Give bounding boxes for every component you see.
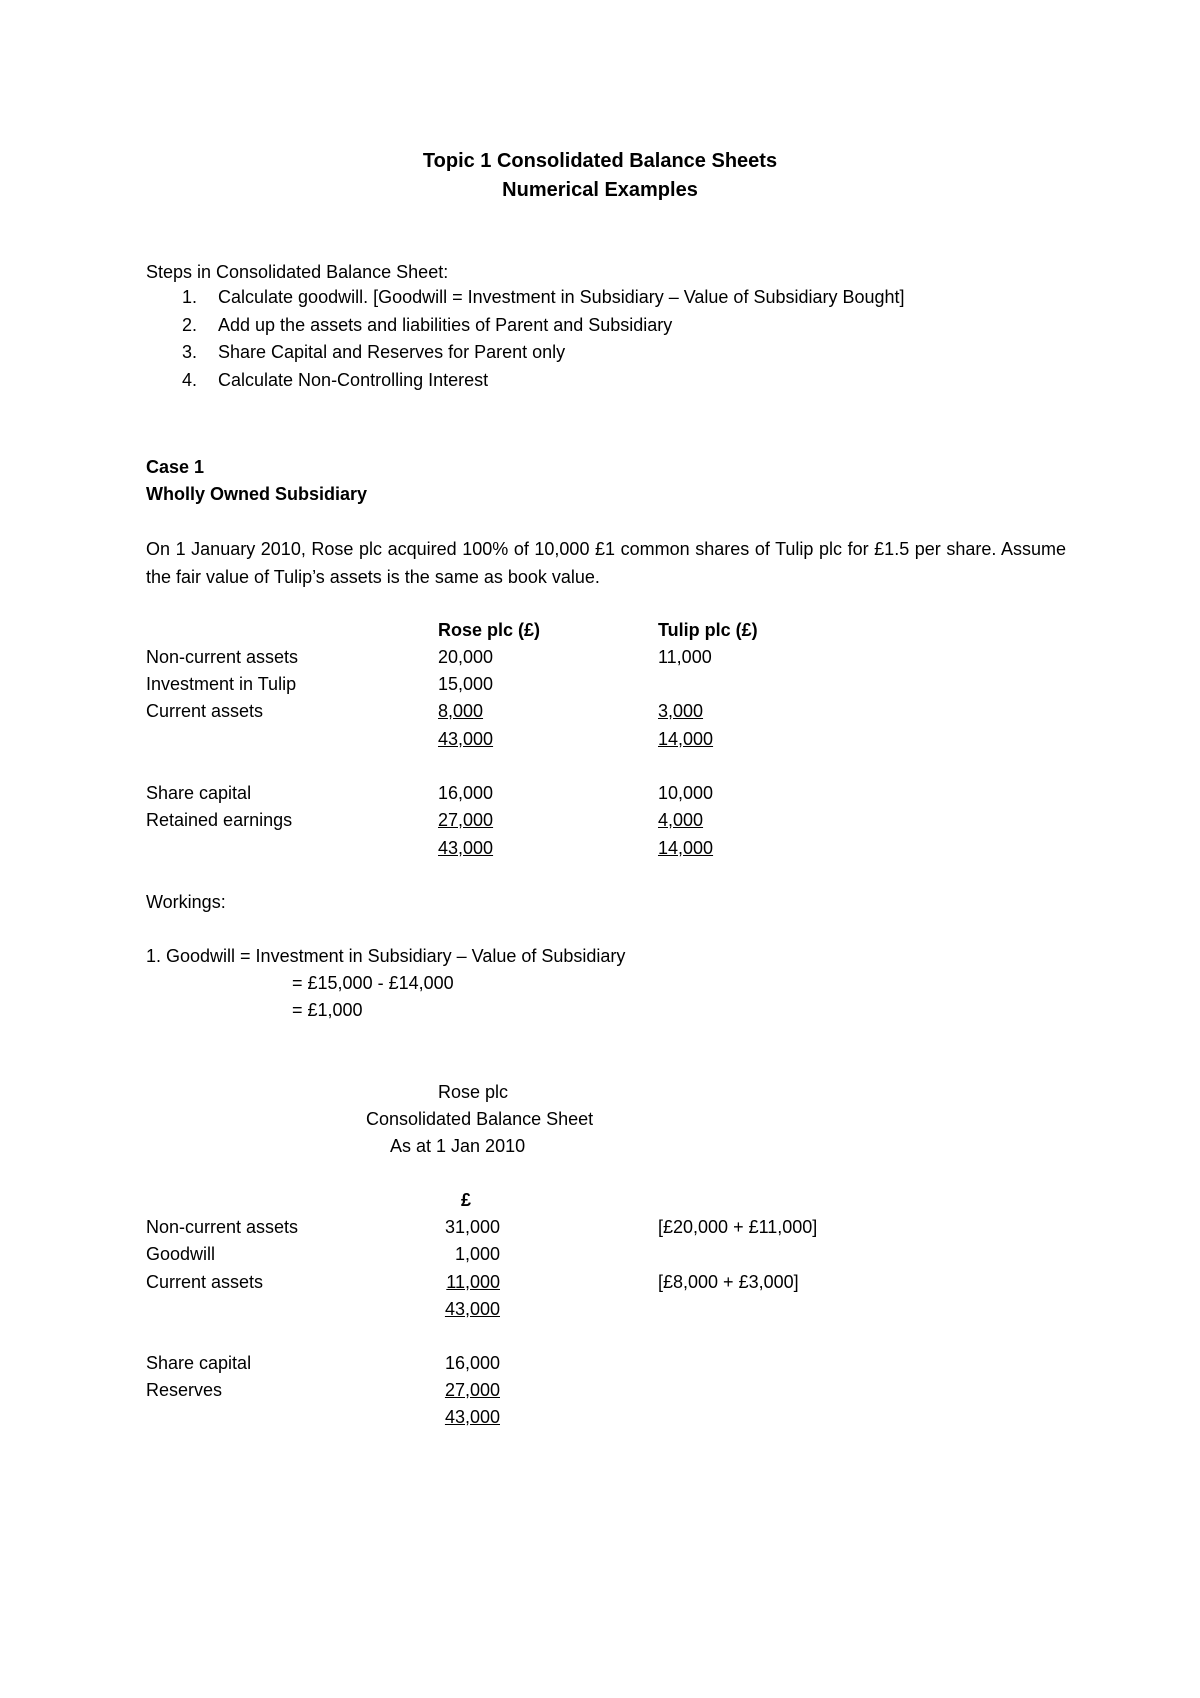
rose-value: 15,000 [438, 674, 494, 694]
row-label: Share capital [146, 1353, 252, 1373]
steps-list [182, 284, 905, 394]
step-number: 4. [182, 369, 198, 390]
consolidated-total [378, 1405, 500, 1429]
rose-total: 43,000 [438, 838, 494, 858]
rose-value: 8,000 [438, 701, 484, 721]
step-number: 1. [182, 287, 198, 307]
step-item [182, 367, 905, 395]
step-text: Calculate goodwill. [Goodwill = Investment in Subsidiary – Value of Subsidiary Bought] [218, 287, 905, 307]
underlined-value: 27,000 [444, 1380, 500, 1400]
row-label: Non-current assets [146, 1217, 299, 1237]
step-number: 2. [182, 314, 198, 335]
page-title: Topic 1 Consolidated Balance Sheets [422, 150, 778, 172]
goodwill-calculation: = £15,000 - £14,000 [292, 973, 454, 993]
row-label: Investment in Tulip [146, 674, 297, 694]
row-label: Goodwill [146, 1244, 216, 1264]
consolidated-value: 16,000 [444, 1353, 500, 1373]
tulip-value: 11,000 [658, 647, 712, 667]
underlined-value: 43,000 [444, 1299, 500, 1319]
row-label: Share capital [146, 783, 252, 803]
row-label: Non-current assets [146, 647, 299, 667]
rose-value: 27,000 [438, 810, 494, 830]
step-text: Add up the assets and liabilities of Parent and Subsidiary [218, 314, 673, 335]
case-description: On 1 January 2010, Rose plc acquired 100% of 10,000 £1 common shares of Tulip plc for £1.5 per share. Assume the fair value of Tulip’s assets is the same as book value. [146, 539, 1066, 587]
consolidated-value [378, 1378, 500, 1402]
case-label: Case 1 [146, 457, 205, 477]
tulip-total: 14,000 [658, 838, 714, 858]
step-text: Calculate Non-Controlling Interest [218, 369, 489, 390]
step-item [182, 339, 905, 367]
goodwill-formula: 1. Goodwill = Investment in Subsidiary – Value of Subsidiary [146, 946, 626, 966]
tulip-value: 4,000 [658, 810, 704, 830]
consolidated-value: 31,000 [444, 1217, 500, 1237]
consolidated-value: 1,000 [454, 1244, 500, 1264]
underlined-value: 11,000 [446, 1272, 500, 1292]
row-label: Current assets [146, 701, 264, 721]
workings-heading: Workings: [146, 892, 226, 912]
row-label: Current assets [146, 1272, 264, 1292]
consolidated-company: Rose plc [438, 1082, 509, 1102]
tulip-value: 10,000 [658, 783, 714, 803]
row-label: Reserves [146, 1380, 223, 1400]
calculation-note: [£20,000 + £11,000] [658, 1217, 818, 1237]
consolidated-title: Consolidated Balance Sheet [366, 1109, 594, 1129]
tulip-value: 3,000 [658, 701, 704, 721]
rose-value: 20,000 [438, 647, 494, 667]
step-text: Share Capital and Reserves for Parent only [218, 342, 566, 362]
case-subtitle: Wholly Owned Subsidiary [146, 484, 368, 504]
consolidated-total [378, 1297, 500, 1321]
step-item [182, 312, 905, 340]
consolidated-date: As at 1 Jan 2010 [390, 1136, 526, 1156]
goodwill-result: = £1,000 [292, 1000, 363, 1020]
step-item [182, 284, 905, 312]
step-number: 3. [182, 342, 198, 362]
rose-value: 16,000 [438, 783, 494, 803]
page-subtitle: Numerical Examples [502, 179, 698, 201]
row-label: Retained earnings [146, 810, 293, 830]
tulip-total: 14,000 [658, 729, 714, 749]
calculation-note: [£8,000 + £3,000] [658, 1272, 799, 1292]
column-header-rose: Rose plc (£) [438, 620, 541, 640]
consolidated-value [378, 1270, 500, 1294]
rose-total: 43,000 [438, 729, 494, 749]
underlined-value: 43,000 [444, 1407, 500, 1427]
currency-header: £ [461, 1190, 472, 1210]
column-header-tulip: Tulip plc (£) [658, 620, 758, 640]
steps-heading: Steps in Consolidated Balance Sheet: [146, 262, 449, 282]
